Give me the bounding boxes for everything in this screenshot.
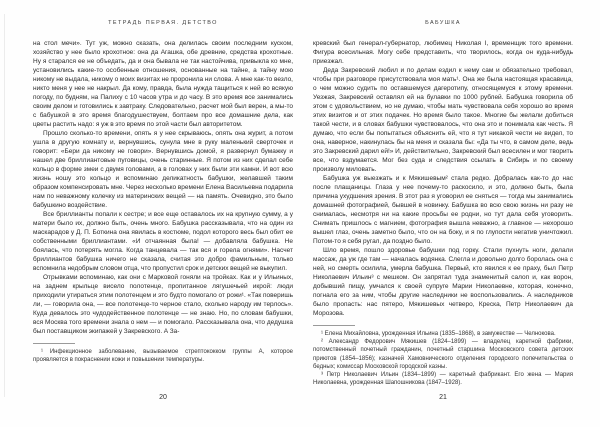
footnote-rule	[33, 343, 75, 344]
body-paragraph: Бабушка уж выезжать и к Мякишевым² стала редко. Добралась как-то до нас после плащаницы. Глаза у нее почему-то раскосило, и это, должно быть, была причина ухудшения зрения. В этот раз я уговорил ее сняться — тогда мы занимались домашней фотографией, бывшей в новинку. Бабушка во всю свою жизнь ни разу не снималась, несмотря ни на какие просьбы ее родни, но тут дала себя уговорить. Снимать пришлось с магнием, фотография вышла неважно, а главное — нехорошо вышел глаз, очень заметно было, что он на боку, и я по глупости негатив уничтожил. Потом-то я себя ругал, да поздно было.	[313, 175, 573, 245]
right-page-footnotes	[313, 325, 573, 387]
body-paragraph: Прошло сколько-то времени, опять я у нее скрываюсь, опять она журит, а потом ушла в другую комнату и, вернувшись, сунула мне в руку маленький сверточек и говорит: «Бери да никому не говори». Вернувшись домой, я развернул бумажку и нашел две бриллиантовые пуговицы, очень старинные. Я потом из них сделал себе кольцо в форме змеи с двумя головами, а в головах у них были эти камни. И вот всю жизнь ношу это кольцо и вспоминаю деликатность бабушки, желавшей таким образом компенсировать мне. Через несколько времени Елена Васильевна подарила нам по неважному колечку из материнских вещей — на память. Очевидно, это было бабушкино воздействие.	[33, 130, 293, 209]
body-paragraph: Отрывками вспоминаю, как они с Марковой гоняли на тройках. Как и у Ильиных, на заднем крыльце висело полотенце, пропитанное лягушечьей икрой: люди приходили утираться этим полотенцем и это будто помогало от рожи¹. «Так поверишь ли, — говорила она, — все полотенце-то черное стало, сколько народу им терлось». Куда девалось это чудодейственное полотенце — не знаю. Но, по словам бабушки, вся Москва того времени знала о нем — и помогало. Рассказывала она, что дедушка был поставщиком экипажей у Закревского. А За-	[33, 274, 293, 335]
left-page-body	[33, 39, 293, 336]
footnote: ¹ Инфекционное заболевание, вызываемое стрептококком группы А, которое проявляется в покраснении кожи и повышении температуры.	[33, 349, 293, 364]
running-head-right: БАБУШКА	[425, 20, 461, 26]
body-paragraph: Все бриллианты попали к сестре; и все еще оставалось их на крупную сумму, а у матери было их, должно быть, очень много. Бабушка рассказывала, что на один из маскарадов у Д. П. Боткина она явилась в костюме, подол которого весь был обит ее собственными бриллиантами. «И отчаянная была! — добавляла бабушка. Не боялась, что потерять могла. Когда танцевала — так вся и горела огнями». Насчет бриллиантов бабушка ничего не сказала, считая это добро фамильным, только вспомнила недобрым словом отца, что пропустил срок и детских вещей не выкупил.	[33, 211, 293, 272]
footnote-rule	[313, 325, 355, 326]
right-page	[300, 0, 600, 427]
body-paragraph: кревский был генерал-губернатор, любимец Николая I, временщик того времени. Фигура всесильная. Могу себе представить, что творилось, когда он куда-нибудь приезжал.	[313, 40, 573, 65]
body-paragraph: на стол мечи». Тут уж, можно сказать, она делилась своим последним куском, хозяйство у нее было крохотное: она да Агашка, обе древние, средства крохотные. Ну я старался ее не объедать, да и она бывала не так настойчива, привыкла ко мне, установились какие-то особенные отношения, основанные на тайне, а тайну мою никому не выдала, никому о моих визитах не проронила ни слова. А мне как-то везло, никто меня у нее не накрыл. Да кому, правда, была нужда тащиться к ней во всякую погоду, по будням, на Палиху с 10 часов утра и до часу. В это время все занимались своим делом и готовились к завтраку. Следовательно, расчет мой был верен, а мы-то с бабушкой в это время благодушествуем, болтаем про все домашние дела, как цветы растить надо: я уж в это время по этой части был авторитетом.	[33, 40, 293, 128]
body-paragraph: Деда Закревский любил и по делам ездил к нему сам и обязательно требовал, чтобы при разговоре присутствовала моя мать¹. Она же была настоящая красавица, о чем можно судить по оставшемуся дагеротипу, относящемуся к этому времени. Уезжая, Закревский оставлял ей на булавки по 1000 рублей. Бабушка говорила об этом с удовольствием, но не думаю, чтобы мать чувствовала себя хорошо во время этих визитов и от этих подачек. Но время было такое. Многие бы желали добиться такой чести, и в словах бабушки чувствовалось, что она это и понимала как честь. Я думаю, что если бы попытаться объяснить ей, что я тут никакой чести не видел, то она, наверное, накинулась бы на меня и сказала бы: «Да ты что, в самом деле, ведь это Закревский дарил ей!» И, действительно, Закревский был всесилен и мог творить все, что вздумается. Мог без суда и следствия ссылать в Сибирь и по своему произволу миловать.	[313, 67, 573, 173]
footnote: ³ Петр Николаевич Ильин (1834–1899) — каретный фабрикант. Его жена — Мария Николаевна, урожденная Шапошникова (1847–1928).	[313, 372, 573, 387]
footnote: ¹ Елена Михайловна, урожденная Ильина (1835–1868), в замужестве — Челнокова.	[321, 331, 556, 337]
left-page-footnotes	[33, 343, 293, 364]
body-paragraph: Шло время, пошло здоровье бабушки под горку. Стали пухнуть ноги, делали массаж, да уж где там — началась водянка. Слегла и довольно долго боролась она с ней, но смерть осилила, умерла бабушка. Первый, кто явился к ее праху, был Петр Николаевич Ильин³ с мешком. Он запрятал туда знаменитый салоп и, как ворон, добывший пищу, умчался к своей супруге Марии Николаевне, которая, конечно, погнала его за ним, чтобы другие наследники не воспользовались. А наследников было пропасть: нас пятеро, Мякишевых четверо, Креска, Петр Николаевич да Морозова.	[313, 247, 573, 317]
right-page-body	[313, 39, 573, 318]
page-number-right: 21	[439, 394, 447, 401]
footnote: ² Александр Федорович Мякишев (1824–1899) — владелец каретной фабрики, потомственный почетный гражданин, почетный старшина Московского совета детских приютов (1854–1856); казначей Хамовнического отделения городского попечительства о бедных; комиссар Московской городской казны.	[313, 339, 573, 370]
page-number-left: 20	[159, 394, 167, 401]
running-head-left: ТЕТРАДЬ ПЕРВАЯ. ДЕТСТВО	[108, 20, 218, 26]
